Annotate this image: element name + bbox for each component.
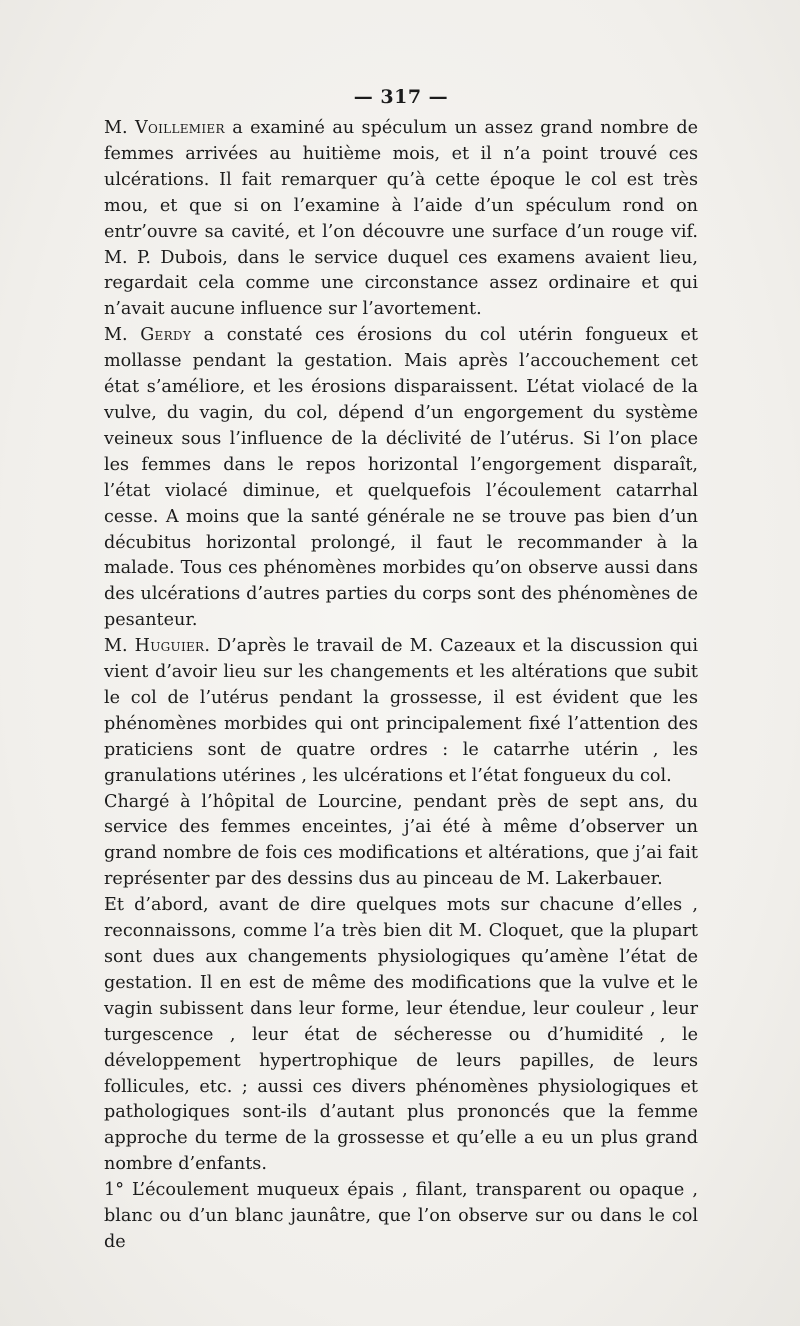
page-number: — 317 —: [353, 86, 449, 108]
speaker-gerdy: Gerdy: [140, 325, 192, 346]
paragraph-charge: Chargé à l’hôpital de Lourcine, pendant près de sept ans, du service des femmes enceintes, j’ai été à même d’observer un grand nombre de fois ces modifications et altérations, que j’ai fait représenter par des dessins dus au pinceau de M. Lakerbauer.: [104, 791, 698, 890]
page-text-block: [104, 84, 698, 1256]
speaker-voillemier: Voillemier: [135, 118, 225, 138]
speaker-huguier: Huguier: [134, 636, 205, 657]
paragraph-huguier: M. Huguier. D’après le travail de M. Cazeaux et la discussion qui vient d’avoir lieu sur les changements et les altérations que subit le col de l’utérus pendant la grossesse, il est évident que les phénomènes morbides qui ont principalement fixé l’attention des praticiens sont de quatre ordres : le catarrhe utérin , les granulations utérines , les ulcérations et l’état fongueux du col.: [104, 636, 698, 786]
paragraph-point-1: 1° L’écoulement muqueux épais , filant, transparent ou opaque , blanc ou d’un blanc jaunâtre, que l’on observe sur ou dans le col de: [104, 1180, 698, 1252]
paragraph-et-dabord: Et d’abord, avant de dire quelques mots sur chacune d’elles , reconnaissons, comme l’a très bien dit M. Cloquet, que la plupart sont dues aux changements physiologiques qu’amène l’état de gestation. Il en est de même des modifications que la vulve et le vagin subissent dans leur forme, leur étendue, leur couleur , leur turgescence , leur état de sécheresse ou d’humidité , le développement hypertrophique de leurs papilles, de leurs follicules, etc. ; aussi ces divers phénomènes physiologiques et pathologiques sont-ils d’autant plus prononcés que la femme approche du terme de la grossesse et qu’elle a eu un plus grand nombre d’enfants.: [104, 895, 698, 1175]
paragraph-voillemier: M. Voillemier a examiné au spéculum un assez grand nombre de femmes arrivées au huitième mois, et il n’a point trouvé ces ulcérations. Il fait remarquer qu’à cette époque le col est très mou, et que si on l’examine à l’aide d’un spéculum rond on entr’ouvre sa cavité, et l’on découvre une surface d’un rouge vif. M. P. Dubois, dans le service duquel ces examens avaient lieu, regardait cela comme une circonstance assez ordinaire et qui n’avait aucune influence sur l’avortement.: [104, 118, 699, 320]
paragraph-gerdy: M. Gerdy a constaté ces érosions du col utérin fongueux et mollasse pendant la gestation. Mais après l’accouchement cet état s’améliore, et les érosions disparaissent. L’état violacé de la vulve, du vagin, du col, dépend d’un engorgement du système veineux sous l’influence de la déclivité de l’utérus. Si l’on place les femmes dans le repos horizontal l’engorgement disparaît, l’état violacé diminue, et quelquefois l’écoulement catarrhal cesse. A moins que la santé générale ne se trouve pas bien d’un décubitus horizontal prolongé, il faut le recommander à la malade. Tous ces phénomènes morbides qu’on observe aussi dans des ulcérations d’autres parties du corps sont des phénomènes de pesanteur.: [104, 325, 698, 631]
